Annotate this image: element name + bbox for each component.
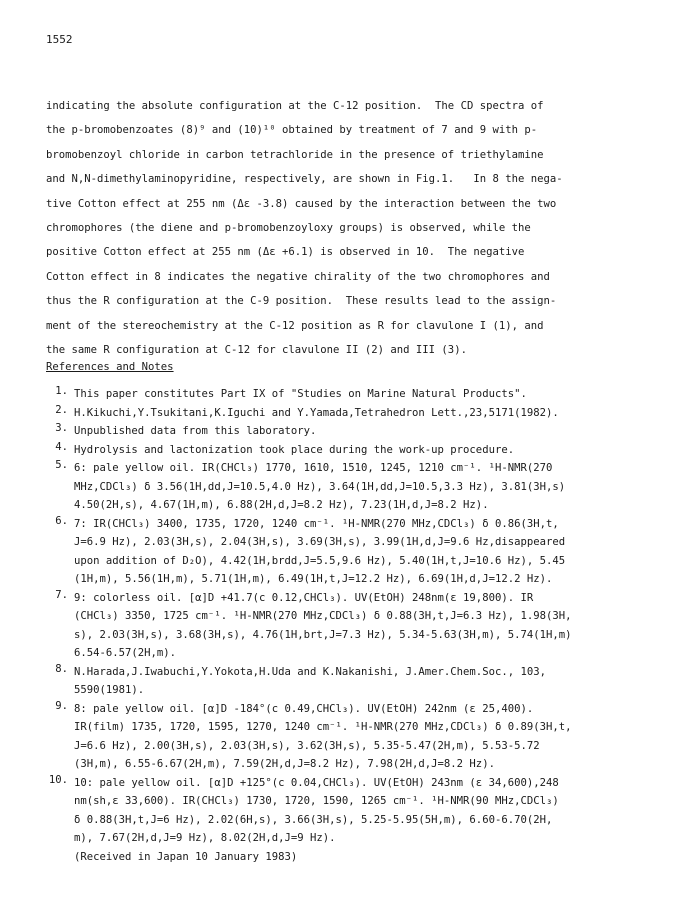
body-line: chromophores (the diene and p-bromobenzoyloxy groups) is observed, while the: [46, 221, 531, 234]
reference-number: 1.: [55, 385, 68, 397]
reference-number: 9.: [55, 699, 68, 712]
reference-line: 9: colorless oil. [α]D +41.7(c 0.12,CHCl₃). UV(EtOH) 248nm(ε 19,800). IR: [74, 591, 534, 604]
reference-line: J=6.6 Hz), 2.00(3H,s), 2.03(3H,s), 3.62(3H,s), 5.35-5.47(2H,m), 5.53-5.72: [74, 739, 540, 752]
reference-item: [46, 774, 646, 867]
body-line: indicating the absolute configuration at the C-12 position. The CD spectra of: [46, 100, 544, 112]
reference-item: [46, 385, 646, 404]
reference-number: 8.: [55, 662, 68, 675]
reference-line: 10: pale yellow oil. [α]D +125°(c 0.04,CHCl₃). UV(EtOH) 243nm (ε 34,600),248: [74, 776, 559, 789]
body-line: positive Cotton effect at 255 nm (Δε +6.1) is observed in 10. The negative: [46, 246, 525, 259]
reference-line: H.Kikuchi,Y.Tsukitani,K.Iguchi and Y.Yamada,Tetrahedron Lett.,23,5171(1982).: [74, 406, 559, 419]
reference-number: 7.: [55, 588, 68, 601]
reference-number: 4.: [55, 440, 68, 453]
reference-line: 6.54-6.57(2H,m).: [74, 647, 177, 659]
reference-line: 5590(1981).: [74, 684, 145, 696]
reference-item: [46, 422, 646, 441]
reference-number: 5.: [55, 459, 68, 471]
body-line: ment of the stereochemistry at the C-12 position as R for clavulone I (1), and: [46, 319, 544, 332]
received-date: (Received in Japan 10 January 1983): [74, 850, 298, 863]
body-line: and N,N-dimethylaminopyridine, respectively, are shown in Fig.1. In 8 the nega-: [46, 173, 563, 186]
reference-line: 7: IR(CHCl₃) 3400, 1735, 1720, 1240 cm⁻¹. ¹H-NMR(270 MHz,CDCl₃) δ 0.86(3H,t,: [74, 517, 559, 530]
reference-line: δ 0.88(3H,t,J=6 Hz), 2.02(6H,s), 3.66(3H,s), 5.25-5.95(5H,m), 6.60-6.70(2H,: [74, 813, 553, 826]
reference-line: This paper constitutes Part IX of "Studies on Marine Natural Products".: [74, 388, 527, 400]
reference-item: [46, 404, 646, 423]
reference-line: s), 2.03(3H,s), 3.68(3H,s), 4.76(1H,brt,J=7.3 Hz), 5.34-5.63(3H,m), 5.74(1H,m): [74, 628, 572, 641]
page-number: 1552: [46, 33, 73, 46]
reference-line: 6: pale yellow oil. IR(CHCl₃) 1770, 1610, 1510, 1245, 1210 cm⁻¹. ¹H-NMR(270: [74, 462, 553, 474]
reference-line: N.Harada,J.Iwabuchi,Y.Yokota,H.Uda and K.Nakanishi, J.Amer.Chem.Soc., 103,: [74, 665, 546, 678]
body-line: Cotton effect in 8 indicates the negative chirality of the two chromophores and: [46, 270, 550, 283]
reference-number: 2.: [55, 403, 68, 416]
reference-line: upon addition of D₂O), 4.42(1H,brdd,J=5.5,9.6 Hz), 5.40(1H,t,J=10.6 Hz), 5.45: [74, 554, 566, 567]
reference-line: Hydrolysis and lactonization took place during the work-up procedure.: [74, 443, 515, 456]
reference-number: 10.: [48, 773, 68, 786]
reference-item: [46, 441, 646, 460]
reference-line: (CHCl₃) 3350, 1725 cm⁻¹. ¹H-NMR(270 MHz,CDCl₃) δ 0.88(3H,t,J=6.3 Hz), 1.98(3H,: [74, 610, 572, 622]
reference-item: [46, 515, 646, 589]
body-line: the same R configuration at C-12 for clavulone II (2) and III (3).: [46, 343, 467, 356]
reference-number: 6.: [55, 514, 68, 527]
body-line: the p-bromobenzoates (8)⁹ and (10)¹⁰ obtained by treatment of 7 and 9 with p-: [46, 124, 538, 137]
reference-line: 4.50(2H,s), 4.67(1H,m), 6.88(2H,d,J=8.2 Hz), 7.23(1H,d,J=8.2 Hz).: [74, 499, 489, 511]
references-heading-text: References and Notes: [46, 361, 174, 373]
reference-item: [46, 700, 646, 774]
reference-line: J=6.9 Hz), 2.03(3H,s), 2.04(3H,s), 3.69(3H,s), 3.99(1H,d,J=9.6 Hz,disappeared: [74, 536, 566, 548]
body-line: tive Cotton effect at 255 nm (Δε -3.8) caused by the interaction between the two: [46, 197, 557, 210]
reference-number: 3.: [55, 422, 68, 434]
reference-item: [46, 459, 646, 515]
body-paragraph: [46, 94, 636, 362]
reference-item: [46, 589, 646, 663]
reference-line: m), 7.67(2H,d,J=9 Hz), 8.02(2H,d,J=9 Hz).: [74, 832, 336, 844]
reference-line: MHz,CDCl₃) δ 3.56(1H,dd,J=10.5,4.0 Hz), 3.64(1H,dd,J=10.5,3.3 Hz), 3.81(3H,s): [74, 480, 566, 493]
reference-line: Unpublished data from this laboratory.: [74, 425, 317, 437]
reference-line: (1H,m), 5.56(1H,m), 5.71(1H,m), 6.49(1H,t,J=12.2 Hz), 6.69(1H,d,J=12.2 Hz).: [74, 573, 553, 585]
reference-line: IR(film) 1735, 1720, 1595, 1270, 1240 cm⁻¹. ¹H-NMR(270 MHz,CDCl₃) δ 0.89(3H,t,: [74, 721, 572, 733]
body-line: thus the R configuration at the C-9 position. These results lead to the assign-: [46, 295, 557, 308]
reference-line: nm(sh,ε 33,600). IR(CHCl₃) 1730, 1720, 1590, 1265 cm⁻¹. ¹H-NMR(90 MHz,CDCl₃): [74, 795, 559, 807]
references-list: [46, 385, 646, 866]
reference-line: 8: pale yellow oil. [α]D -184°(c 0.49,CHCl₃). UV(EtOH) 242nm (ε 25,400).: [74, 702, 534, 715]
body-line: bromobenzoyl chloride in carbon tetrachloride in the presence of triethylamine: [46, 148, 544, 161]
reference-item: [46, 663, 646, 700]
reference-line: (3H,m), 6.55-6.67(2H,m), 7.59(2H,d,J=8.2 Hz), 7.98(2H,d,J=8.2 Hz).: [74, 758, 495, 770]
references-heading: [46, 361, 174, 373]
